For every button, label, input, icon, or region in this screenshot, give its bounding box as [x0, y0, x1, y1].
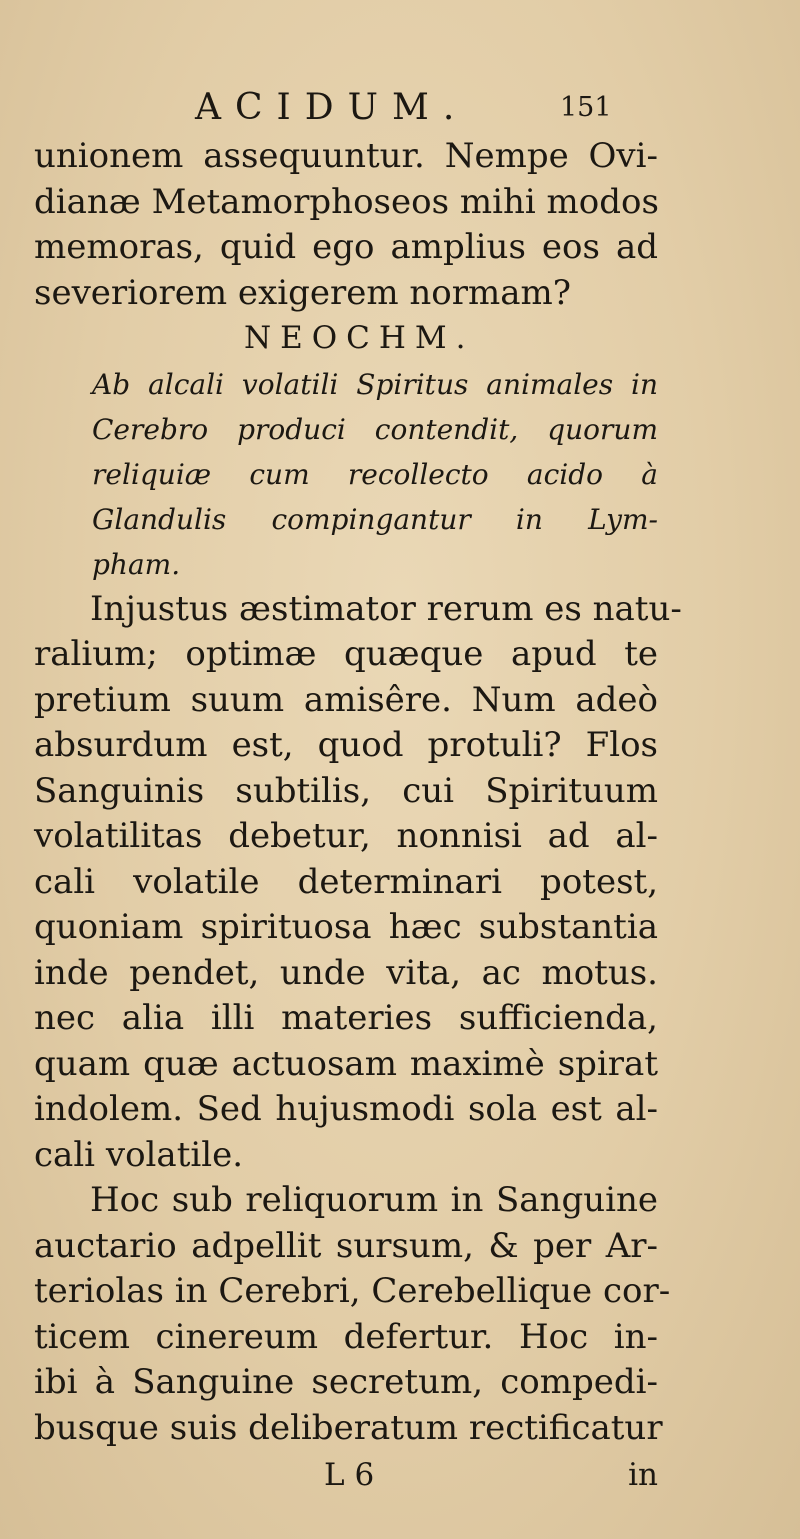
- catchword: in: [628, 1457, 658, 1493]
- paragraph-2: [34, 587, 682, 1179]
- text-line: inde pendet, unde vita, ac motus.: [34, 952, 658, 993]
- text-line: absurdum est, quod protuli? Flos: [34, 725, 658, 765]
- quote-line: Ab alcali volatili Spiritus animales in: [92, 367, 658, 401]
- text-line: cali volatile determinari potest,: [34, 861, 658, 902]
- page-header: [195, 86, 665, 134]
- quote-line: pham.: [92, 547, 181, 581]
- text-line: dianæ Metamorphoseos mihi modos: [34, 181, 659, 222]
- page-footer: [34, 1452, 658, 1498]
- text-line: ticem cinereum defertur. Hoc in-: [34, 1316, 658, 1357]
- text-line: cali volatile.: [34, 1134, 244, 1175]
- text-line: Hoc sub reliquorum in Sanguine: [90, 1180, 658, 1220]
- text-line: auctario adpellit sursum, & per Ar-: [34, 1225, 658, 1266]
- text-line: teriolas in Cerebri, Cerebellique cor-: [34, 1271, 671, 1311]
- text-line: quoniam spirituosa hæc substantia: [34, 907, 658, 947]
- text-line: Injustus æstimator rerum es natu-: [90, 588, 682, 629]
- text-line: ralium; optimæ quæque apud te: [34, 634, 658, 674]
- signature-mark: L 6: [324, 1457, 375, 1493]
- running-title: ACIDUM.: [195, 87, 469, 128]
- text-line: volatilitas debetur, nonnisi ad al-: [34, 816, 658, 856]
- neochm-quote: [34, 362, 658, 587]
- text-line: busque suis deliberatum rectificatur: [34, 1407, 663, 1448]
- paragraph-1: [34, 134, 658, 316]
- text-line: nec alia illi materies sufficienda,: [34, 998, 658, 1038]
- text-line: Sanguinis subtilis, cui Spirituum: [34, 770, 658, 811]
- section-heading: NEOCHM.: [244, 320, 475, 356]
- text-line: ibi à Sanguine secretum, compedi-: [34, 1362, 658, 1402]
- text-line: quam quæ actuosam maximè spirat: [34, 1043, 658, 1084]
- quote-line: Glandulis compingantur in Lym-: [92, 502, 658, 536]
- quote-line: Cerebro produci contendit, quorum: [92, 412, 658, 446]
- page-number: 151: [560, 92, 612, 123]
- quote-line: reliquiæ cum recollecto acido à: [92, 457, 658, 491]
- paragraph-3: [34, 1178, 671, 1451]
- text-line: severiorem exigerem normam?: [34, 272, 571, 313]
- text-line: memoras, quid ego amplius eos ad: [34, 227, 658, 267]
- text-line: unionem assequuntur. Nempe Ovi-: [34, 136, 658, 176]
- text-line: indolem. Sed hujusmodi sola est al-: [34, 1089, 658, 1129]
- body-text: [34, 134, 682, 1451]
- text-line: pretium suum amisêre. Num adeò: [34, 679, 658, 720]
